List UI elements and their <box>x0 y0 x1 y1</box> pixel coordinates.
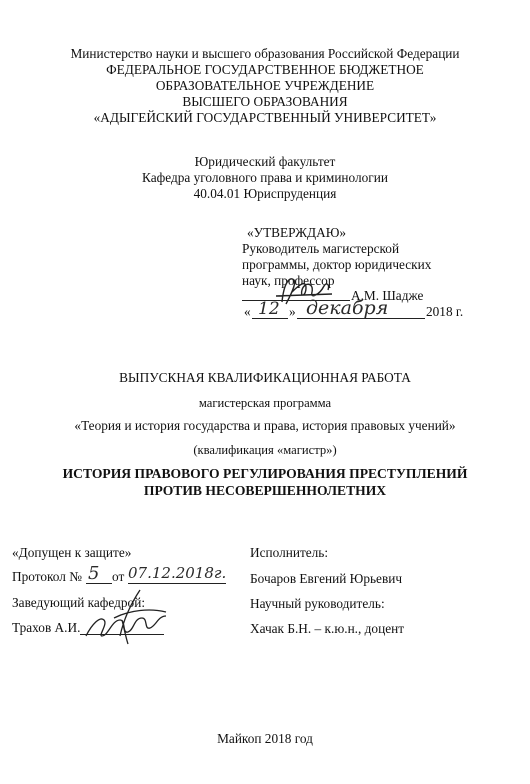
institution-type-line-3: ВЫСШЕГО ОБРАЗОВАНИЯ <box>182 94 348 109</box>
admitted-to-defense: «Допущен к защите» <box>12 545 132 560</box>
approval-date-open-quote: « <box>244 304 251 319</box>
thesis-title-line-1: ИСТОРИЯ ПРАВОВОГО РЕГУЛИРОВАНИЯ ПРЕСТУПЛЕНИЙ <box>62 466 468 481</box>
approver-role-2: программы, доктор юридических <box>242 257 432 272</box>
protocol-number-handwritten: 5 <box>88 563 100 584</box>
executor-name: Бочаров Евгений Юрьевич <box>250 571 403 586</box>
program-label: магистерская программа <box>198 396 332 410</box>
executor-label: Исполнитель: <box>250 545 329 560</box>
protocol-label: Протокол № <box>12 569 82 584</box>
approval-month-handwritten: декабря <box>306 297 389 319</box>
institution-type-line: ФЕДЕРАЛЬНОЕ ГОСУДАРСТВЕННОЕ БЮДЖЕТНОЕ <box>106 62 424 77</box>
approval-day-handwritten: 12 <box>258 299 280 319</box>
work-type: ВЫПУСКНАЯ КВАЛИФИКАЦИОННАЯ РАБОТА <box>119 370 411 385</box>
approver-name: А.М. Шадже <box>351 288 424 303</box>
protocol-date-handwritten: 07.12.2018г. <box>128 564 227 582</box>
department-head-label: Заведующий кафедрой: <box>12 595 146 610</box>
supervisor-label: Научный руководитель: <box>250 596 385 611</box>
specialty-code: 40.04.01 Юриспруденция <box>193 186 337 201</box>
program-name: «Теория и история государства и права, история правовых учений» <box>74 418 456 433</box>
city-year: Майкоп 2018 год <box>217 731 313 746</box>
faculty-name: Юридический факультет <box>194 154 336 169</box>
approver-role-3: наук, профессор <box>242 273 335 288</box>
supervisor-name: Хачак Б.Н. – к.ю.н., доцент <box>250 621 405 636</box>
institution-type-line-2: ОБРАЗОВАТЕЛЬНОЕ УЧРЕЖДЕНИЕ <box>155 78 375 93</box>
approver-role-1: Руководитель магистерской <box>242 241 400 256</box>
approve-stamp-heading: «УТВЕРЖДАЮ» <box>247 225 347 240</box>
department-name: Кафедра уголовного права и криминологии <box>142 170 388 185</box>
thesis-title-line-2: ПРОТИВ НЕСОВЕРШЕННОЛЕТНИХ <box>143 483 387 498</box>
university-name: «АДЫГЕЙСКИЙ ГОСУДАРСТВЕННЫЙ УНИВЕРСИТЕТ» <box>93 110 437 125</box>
department-head-signature-icon-2 <box>82 606 172 646</box>
approval-date-close-quote: » <box>289 304 296 319</box>
protocol-from-label: от <box>112 569 125 584</box>
approval-year: 2018 г. <box>426 304 464 319</box>
ministry-line: Министерство науки и высшего образования Российской Федерации <box>70 46 460 61</box>
protocol-date-line <box>128 583 226 584</box>
department-head-name: Трахов А.И. <box>12 620 81 635</box>
qualification: (квалификация «магистр») <box>193 443 337 457</box>
